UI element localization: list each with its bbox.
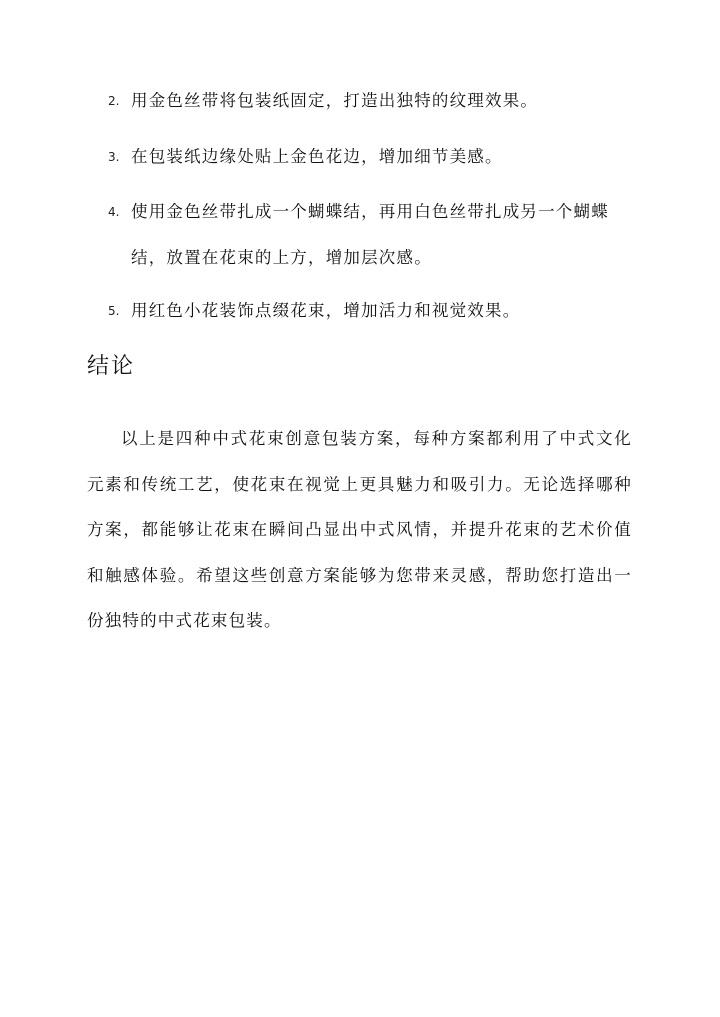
list-item-text: 用金色丝带将包装纸固定，打造出独特的纹理效果。 — [131, 91, 539, 110]
list-item-number: 5. — [108, 304, 120, 318]
list-item-number: 2. — [108, 94, 120, 108]
list-item-number: 4. — [108, 205, 120, 219]
conclusion-paragraph: 以上是四种中式花束创意包装方案，每种方案都利用了中式文化元素和传统工艺，使花束在视觉上更具魅力和吸引力。无论选择哪种方案，都能够让花束在瞬间凸显出中式风情，并提升花束的艺术价值和触感体验。希望这些创意方案能够为您带来灵感，帮助您打造出一份独特的中式花束包装。 — [87, 429, 632, 630]
section-heading: 结论 — [87, 354, 136, 379]
list-item-number: 3. — [108, 150, 120, 164]
list-item-text: 使用金色丝带扎成一个蝴蝶结，再用白色丝带扎成另一个蝴蝶结，放置在花束的上方，增加层次感。 — [131, 202, 609, 267]
list-item-text: 在包装纸边缘处贴上金色花边，增加细节美感。 — [131, 147, 503, 166]
list-item-text: 用红色小花装饰点缀花束，增加活力和视觉效果。 — [131, 301, 521, 320]
